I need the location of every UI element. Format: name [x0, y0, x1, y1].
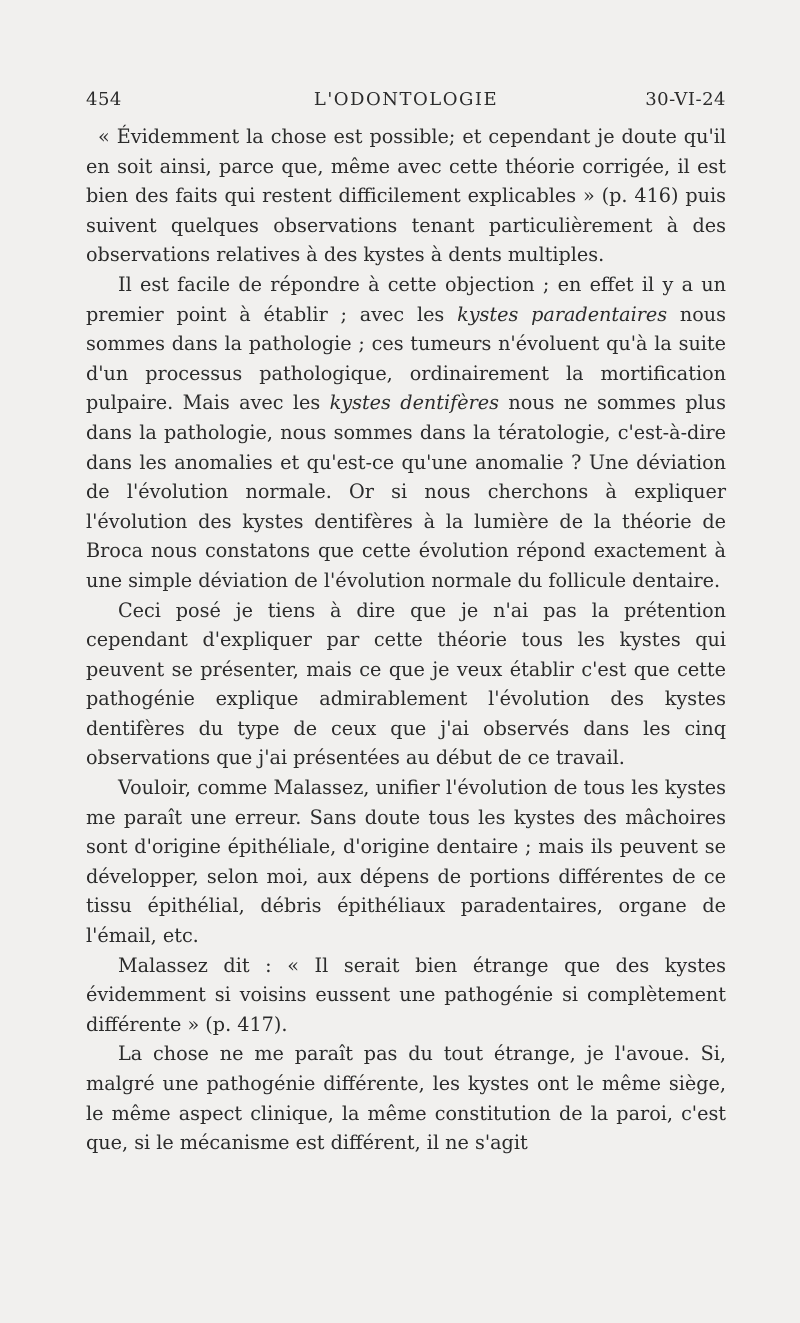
text-segment: Malassez dit : « Il serait bien étrange que des kystes évidemment si voisins eussent une pathogénie si complètement différente » (p. 417).: [86, 953, 726, 1036]
paragraph: [86, 596, 726, 774]
issue-date: 30-VI-24: [645, 89, 726, 110]
text-segment: « Évidemment la chose est possible; et cependant je doute qu'il en soit ainsi, parce que, même avec cette théorie corrigée, il est bien des faits qui restent difficilement explicables » (p. 416) puis suivent quelques observations tenant particulièrement à des observations relatives à des kystes à dents multiples.: [86, 125, 726, 267]
italic-term: kystes dentifères: [329, 391, 499, 415]
paragraph: [86, 773, 726, 951]
paragraph: [86, 951, 726, 1040]
text-segment: nous sommes dans la pathologie ; ces tumeurs n'évoluent qu'à la suite d'un processus pathologique, ordinairement la mortification pulpaire. Mais avec les: [86, 302, 726, 415]
running-head: [86, 89, 726, 115]
paragraph: [86, 1039, 726, 1157]
paragraph: [86, 122, 726, 270]
italic-term: kystes paradentaires: [457, 302, 668, 326]
text-segment: La chose ne me paraît pas du tout étrange, je l'avoue. Si, malgré une pathogénie différente, les kystes ont le même siège, le même aspect clinique, la même constitution de la paroi, c'est que, si le mécanisme est différent, il ne s'agit: [86, 1042, 726, 1155]
text-segment: nous ne sommes plus dans la pathologie, nous sommes dans la tératologie, c'est-à-dire dans les anomalies et qu'est-ce qu'une anomalie ? Une déviation de l'évolution normale. Or si nous cherchons à expliquer l'évolution des kystes dentifères à la lumière de la théorie de Broca nous constatons que cette évolution répond exactement à une simple déviation de l'évolution normale du follicule dentaire.: [86, 391, 727, 592]
body-text: [86, 122, 726, 1158]
journal-title: L'ODONTOLOGIE: [313, 89, 499, 110]
text-segment: Vouloir, comme Malassez, unifier l'évolution de tous les kystes me paraît une erreur. Sans doute tous les kystes des mâchoires sont d'origine épithéliale, d'origine dentaire ; mais ils peuvent se développer, selon moi, aux dépens de portions différentes de ce tissu épithélial, débris épithéliaux paradentaires, organe de l'émail, etc.: [86, 776, 726, 948]
page-number: 454: [86, 89, 122, 110]
text-segment: Il est facile de répondre à cette objection ; en effet il y a un premier point à établir ; avec les: [86, 272, 726, 326]
paragraph: [86, 270, 726, 596]
text-segment: Ceci posé je tiens à dire que je n'ai pas la prétention cependant d'expliquer par cette théorie tous les kystes qui peuvent se présenter, mais ce que je veux établir c'est que cette pathogénie explique admirablement l'évolution des kystes dentifères du type de ceux que j'ai observés dans les cinq observations que j'ai présentées au début de ce travail.: [86, 598, 726, 770]
